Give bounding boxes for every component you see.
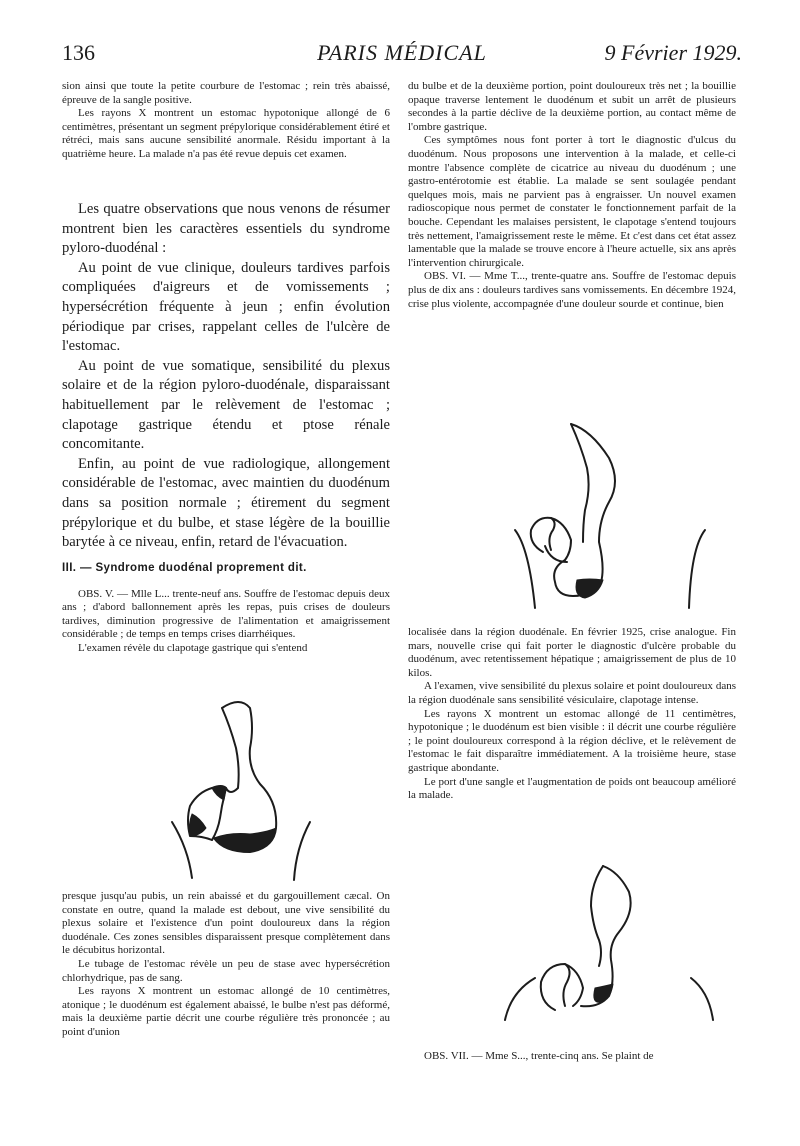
right-column-top (408, 80, 736, 311)
paragraph: OBS. VI. — Mme T..., trente-quatre ans. Souffre de l'estomac depuis plus de dix ans : douleurs tardives sans vomissements. En décembre 1924, crise plus violente, accompagnée d'une douleur sourde et continue, bien (408, 270, 736, 310)
paragraph: Les rayons X montrent un estomac allongé de 10 centimètres, atonique ; le duodénum est également abaissé, le bulbe n'est pas déformé, mais la deuxième partie décrit une courbe régulière très prononcée ; au point d'union (62, 985, 390, 1038)
summary-section (62, 200, 390, 553)
radiograph-figure-2 (495, 412, 725, 624)
right-column-middle (408, 626, 736, 803)
page-header (62, 40, 742, 70)
paragraph: Au point de vue somatique, sensibilité du plexus solaire et de la région pyloro-duodénale, disparaissant habituellement par le relèvement de l'estomac ; clapotage gastrique étendu et ptose rénale concomitante. (62, 357, 390, 453)
right-column-bottom (408, 1050, 736, 1064)
paragraph: sion ainsi que toute la petite courbure de l'estomac ; rein très abaissé, épreuve de la sangle positive. (62, 80, 390, 106)
section-heading: III. — Syndrome duodénal proprement dit. (62, 562, 307, 574)
paragraph: L'examen révèle du clapotage gastrique qui s'entend (78, 641, 308, 654)
paragraph: A l'examen, vive sensibilité du plexus solaire et point douloureux dans la région duodénale sans sensibilité vésiculaire, clapotage intense. (408, 680, 736, 706)
paragraph: Au point de vue clinique, douleurs tardives parfois compliquées d'aigreurs et de vomissements ; hypersécrétion fréquente à jeun ; enfin évolution périodique par crises, rappelant celles de l'ulcère de l'estomac. (62, 259, 390, 355)
paragraph: Ces symptômes nous font porter à tort le diagnostic d'ulcus du duodénum. Nous proposons une intervention à la malade, et celle-ci montre l'absence complète de cicatrice au niveau du duodénum ; une gastro-entérotomie est établie. La malade se sent soulagée pendant quelques mois, mais ne parvient pas à engraisser. Un nouvel examen radioscopique nous permet de constater le fonctionnement parfait de la bouche. Cependant les malaises persistent, le clapotage s'entend toujours très nettement, l'amaigrissement reste le même. Et c'est dans cet état assez lamentable que la malade se trouve encore à l'heure actuelle, six ans après l'intervention chirurgicale. (408, 134, 736, 269)
journal-title: PARIS MÉDICAL (317, 40, 487, 65)
radiograph-figure-3 (495, 860, 725, 1045)
paragraph: Le tubage de l'estomac révèle un peu de stase avec hypersécrétion chlorhydrique, pas de sang. (62, 957, 390, 984)
paragraph: presque jusqu'au pubis, un rein abaissé et du gargouillement cæcal. On constate en outre, quand la malade est debout, une vive sensibilité du plexus solaire et l'existence d'un point douloureux dans la région duodénale. Ces zones sensibles disparaissent presque complètement dans le décubitus horizontal. (62, 890, 390, 957)
paragraph: localisée dans la région duodénale. En février 1925, crise analogue. Fin mars, nouvelle crise qui fait porter le diagnostic d'ulcère probable du duodénum, avec retentissement hépatique ; amaigrissement de plus de 10 kilos. (408, 626, 736, 679)
paragraph: du bulbe et de la deuxième portion, point douloureux très net ; la bouillie opaque traverse lentement le duodénum et subit un arrêt de plusieurs secondes à la partie déclive de la deuxième portion, au contact même de l'ombre gastrique. (408, 80, 736, 133)
paragraph: Les rayons X montrent un estomac hypotonique allongé de 6 centimètres, présentant un segment prépylorique considérablement étiré et rétréci, mais sans aucune sensibilité anormale. Résidu important à la quatrième heure. La malade n'a pas été revue depuis cet examen. (62, 107, 390, 160)
paragraph: Enfin, au point de vue radiologique, allongement considérable de l'estomac, avec maintien du duodénum dans sa position normale ; étirement du segment prépylorique et du bulbe, et stase légère de la bouillie barytée à ce niveau, enfin, retard de l'évacuation. (62, 455, 390, 551)
paragraph: Les quatre observations que nous venons de résumer montrent bien les caractères essentiels du syndrome pyloro-duodénal : (62, 201, 390, 257)
obs5-section (62, 562, 390, 656)
left-column-top (62, 80, 390, 162)
page-number: 136 (62, 40, 95, 65)
left-column-bottom (62, 890, 390, 1040)
paragraph: OBS. VII. — Mme S..., trente-cinq ans. Se plaint de (424, 1050, 654, 1062)
paragraph: Le port d'une sangle et l'augmentation de poids ont beaucoup amélioré la malade. (408, 775, 736, 802)
paragraph: Les rayons X montrent un estomac allongé de 11 centimètres, hypotonique ; le duodénum est bien visible : il décrit une courbe régulière ; le point douloureux correspond à la région déclive, et le relèvement de l'estomac le fait disparaître immédiatement. A la troisième heure, stase gastrique abondante. (408, 707, 736, 774)
radiograph-figure-1 (150, 688, 330, 883)
paragraph: OBS. V. — Mlle L... trente-neuf ans. Souffre de l'estomac depuis deux ans ; d'abord ballonnement après les repas, puis crises de douleurs tardives, diminution progressive de l'alimentation et amaigrissement considérable ; de temps en temps crises diarrhéiques. (62, 587, 390, 641)
issue-date: 9 Février 1929. (604, 40, 742, 65)
